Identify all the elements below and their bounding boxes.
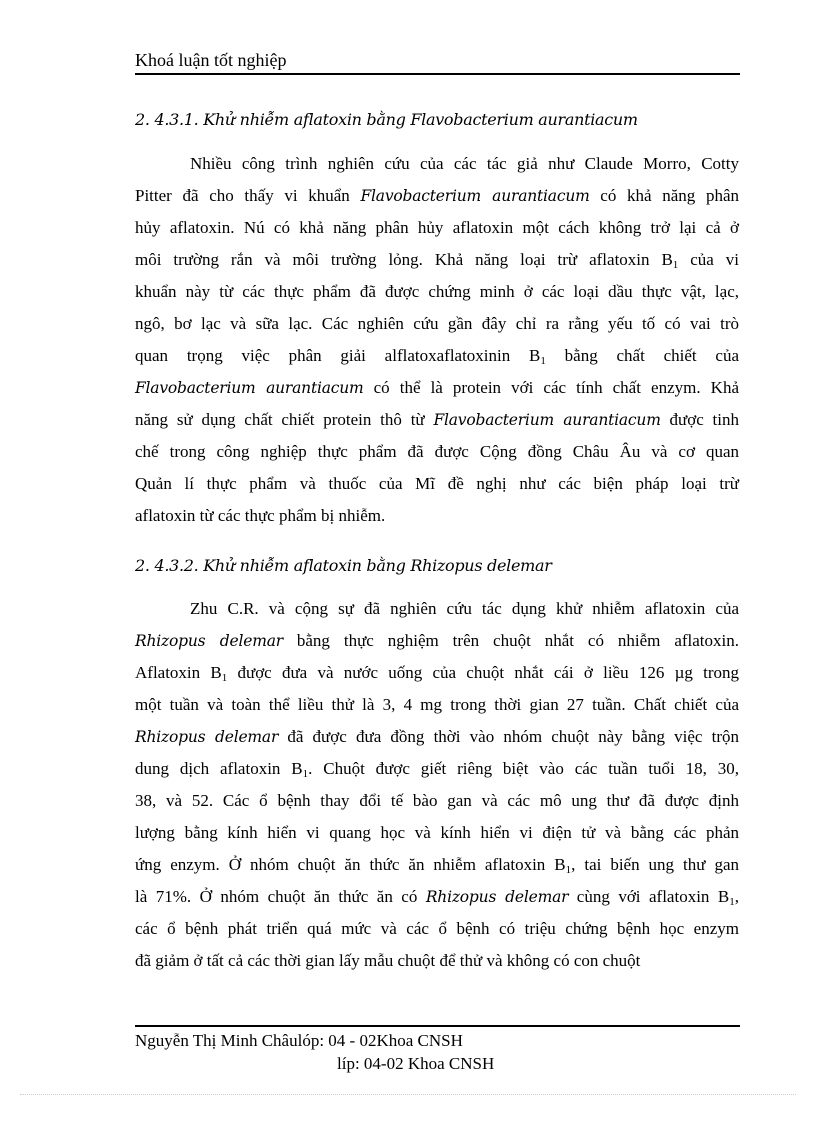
paragraph-line: ngô, bơ lạc và sữa lạc. Các nghiên cứu gần đây chỉ ra rằng yếu tố có vai trò bbox=[135, 314, 739, 333]
page-edge-divider bbox=[20, 1094, 796, 1095]
footer-divider bbox=[135, 1025, 740, 1027]
paragraph-line: khuẩn này từ các thực phẩm đã được chứng minh ở các loại dầu thực vật, lạc, bbox=[135, 282, 739, 301]
paragraph-line: Aflatoxin $B_1$ được đưa và nước uống của chuột nhắt cái ở liều 126 µg trong bbox=[135, 663, 739, 684]
subscript: 1 bbox=[672, 259, 679, 271]
paragraph-line: đã giảm ở tất cả các thời gian lấy mẫu chuột để thử và không có con chuột bbox=[135, 951, 641, 970]
subscript: 1 bbox=[221, 672, 228, 684]
species-name: Rhizopus delemar bbox=[135, 728, 279, 746]
paragraph-line: 38, và 52. Các ổ bệnh thay đổi tế bào gan và các mô ung thư đã được định bbox=[135, 791, 739, 810]
paragraph-line: Rhizopus delemar đã được đưa đồng thời vào nhóm chuột này bằng việc trộn bbox=[135, 727, 739, 746]
paragraph-line: chế trong công nghiệp thực phẩm đã được Cộng đồng Châu Âu và cơ quan bbox=[135, 442, 739, 461]
paragraph-line: là 71%. Ở nhóm chuột ăn thức ăn có Rhizopus delemar cùng với aflatoxin $B_1$, bbox=[135, 887, 739, 908]
paragraph-line: lượng bằng kính hiển vi quang học và kính hiển vi điện tử và bằng các phản bbox=[135, 823, 739, 842]
paragraph-line: một tuần và toàn thể liều thử là 3, 4 mg trong thời gian 27 tuần. Chất chiết của bbox=[135, 695, 739, 714]
paragraph-line: dung dịch aflatoxin $B_1$. Chuột được giết riêng biệt vào các tuần tuổi 18, 30, bbox=[135, 759, 739, 780]
species-name: Rhizopus delemar bbox=[425, 888, 569, 906]
paragraph-line: các ổ bệnh phát triển quá mức và các ổ bệnh có triệu chứng bệnh học enzym bbox=[135, 919, 739, 938]
species-name: Flavobacterium aurantiacum bbox=[433, 411, 661, 429]
paragraph-line: năng sử dụng chất chiết protein thô từ Flavobacterium aurantiacum được tinh bbox=[135, 410, 739, 429]
footer-author: Nguyễn Thị Minh Châulóp: 04 - 02Khoa CNSH bbox=[135, 1031, 463, 1050]
species-name: Flavobacterium aurantiacum bbox=[135, 379, 364, 397]
paragraph-line: hủy aflatoxin. Nú có khả năng phân hủy aflatoxin một cách không trở lại cả ở bbox=[135, 218, 739, 237]
paragraph-line: Flavobacterium aurantiacum có thể là protein với các tính chất enzym. Khả bbox=[135, 378, 739, 397]
paragraph-line: ứng enzym. Ở nhóm chuột ăn thức ăn nhiễm aflatoxin $B_1$, tai biến ung thư gan bbox=[135, 855, 739, 876]
subscript: 1 bbox=[729, 896, 735, 908]
page-header bbox=[135, 49, 740, 75]
subscript: 1 bbox=[302, 768, 309, 780]
paragraph-line: Nhiều công trình nghiên cứu của các tác giả như Claude Morro, Cotty bbox=[190, 154, 739, 173]
subscript: 1 bbox=[565, 864, 572, 876]
footer-class: líp: 04-02 Khoa CNSH bbox=[337, 1054, 495, 1073]
subscript: 1 bbox=[540, 355, 546, 367]
species-name: Flavobacterium aurantiacum bbox=[360, 187, 590, 205]
paragraph-line: Quản lí thực phẩm và thuốc của Mĩ đề nghị như các biện pháp loại trừ bbox=[135, 474, 739, 493]
paragraph-line: Zhu C.R. và cộng sự đã nghiên cứu tác dụng khử nhiễm aflatoxin của bbox=[190, 599, 739, 618]
paragraph-line: Pitter đã cho thấy vi khuẩn Flavobacterium aurantiacum có khả năng phân bbox=[135, 186, 739, 205]
section-heading-2: 2. 4.3.2. Khử nhiễm aflatoxin bằng Rhizopus delemar bbox=[135, 556, 552, 575]
species-name: Rhizopus delemar bbox=[135, 632, 283, 650]
paragraph-line: Rhizopus delemar bằng thực nghiệm trên chuột nhắt có nhiễm aflatoxin. bbox=[135, 631, 739, 650]
paragraph-line: quan trọng việc phân giải alflatoxaflatoxinin $B_1$ bằng chất chiết của bbox=[135, 346, 739, 367]
section-heading-1: 2. 4.3.1. Khử nhiễm aflatoxin bằng Flavobacterium aurantiacum bbox=[135, 110, 638, 129]
header-title: Khoá luận tốt nghiệp bbox=[135, 50, 287, 70]
paragraph-line: aflatoxin từ các thực phẩm bị nhiễm. bbox=[135, 506, 386, 525]
paragraph-line: môi trường rắn và môi trường lỏng. Khả năng loại trừ aflatoxin $B_1$ của vi bbox=[135, 250, 739, 271]
